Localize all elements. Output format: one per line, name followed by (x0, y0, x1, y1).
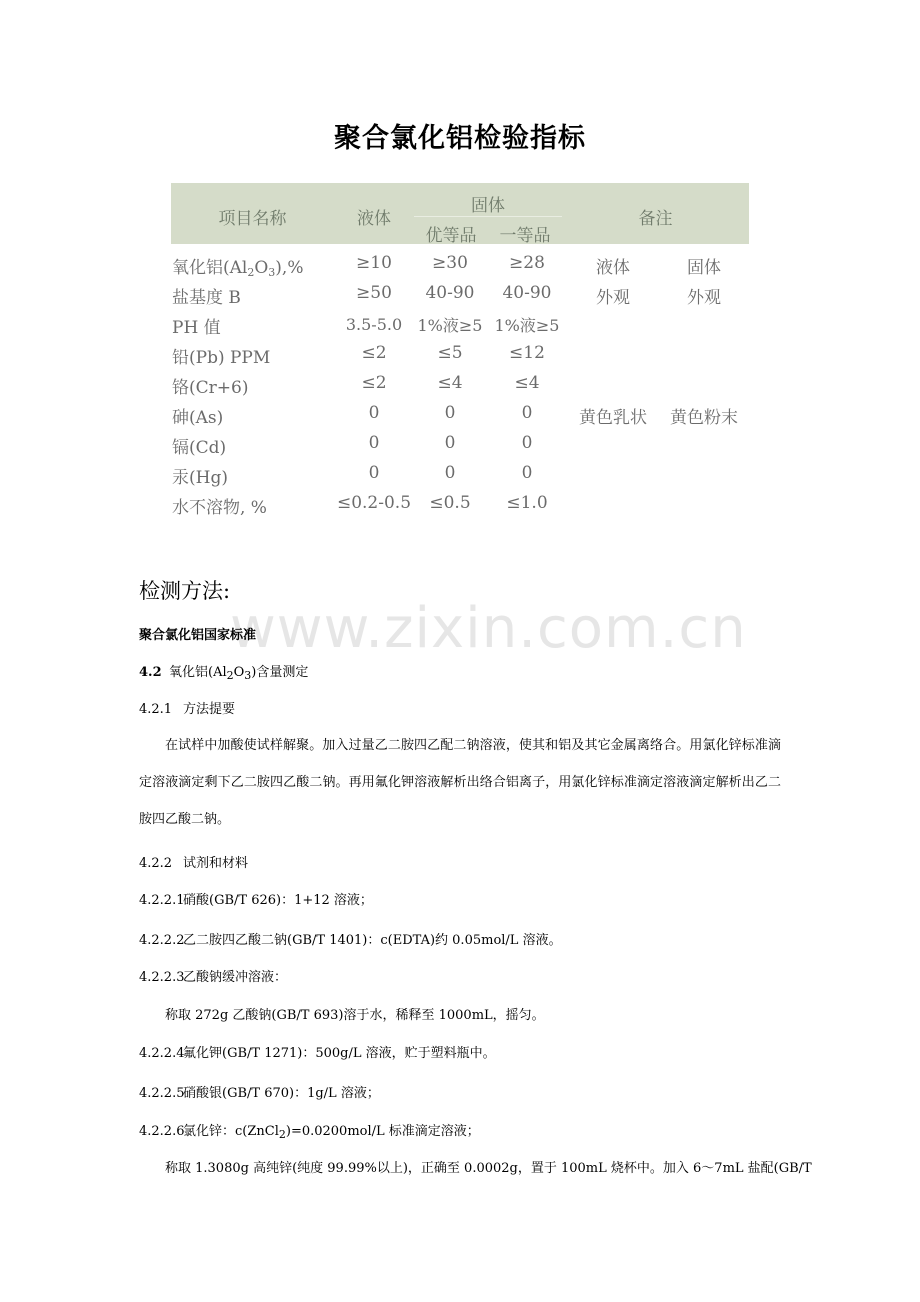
header-first-grade: 一等品 (499, 226, 551, 246)
section-number: 4.2.2.4 (139, 1046, 185, 1061)
row-first-grade: 40-90 (502, 283, 552, 303)
section-number: 4.2.1 (139, 702, 173, 717)
row-liquid: ≤0.2-0.5 (336, 493, 412, 513)
row-first-grade: 0 (521, 433, 533, 453)
section-title: 氧化铝$(Al_2O_3)$含量测定 (169, 665, 309, 682)
row-liquid: ≤2 (361, 373, 387, 393)
row-premium: 0 (444, 403, 456, 423)
row-liquid: 0 (368, 463, 380, 483)
header-note: 备注 (638, 209, 673, 229)
row-name: PH 值 (172, 318, 221, 338)
watermark: www.zixin.com.cn (230, 596, 747, 661)
section-4-2-1 (139, 698, 235, 717)
table-row (171, 343, 749, 373)
row-liquid: 0 (368, 403, 380, 423)
row-name: 盐基度 B (172, 288, 241, 308)
row-liquid: ≥10 (356, 253, 392, 273)
row-note-solid: 外观 (687, 288, 721, 308)
row-name: 汞(Hg) (172, 468, 228, 488)
section-number: 4.2.2.1 (139, 893, 185, 908)
table-row (171, 403, 749, 433)
row-first-grade: 0 (521, 403, 533, 423)
section-text: 乙酸钠缓冲溶液： (183, 970, 288, 985)
section-4-2-2-5 (139, 1082, 380, 1101)
row-premium: ≤5 (437, 343, 463, 363)
row-liquid: 0 (368, 433, 380, 453)
section-text: 硝酸(GB/T 626)：1+12 溶液； (183, 893, 373, 908)
section-text: 氯化锌：c(ZnCl$_2$)=0.0200mol/L 标准滴定溶液； (183, 1124, 480, 1141)
section-4-2 (139, 661, 308, 682)
header-solid: 固体 (471, 196, 505, 216)
row-name: 氧化铝$(Al_2O_3),\%$ (172, 258, 304, 279)
table-row (171, 463, 749, 493)
row-premium: ≤0.5 (429, 493, 471, 513)
section-text: 氟化钾(GB/T 1271)：500g/L 溶液，贮于塑料瓶中。 (183, 1046, 496, 1061)
paragraph-zinc-prep: 称取 1.3080g 高纯锌(纯度 99.99%以上)，正确至 0.0002g，置于 100mL 烧杯中。加入 6～7mL 盐配(GB/T (165, 1161, 812, 1176)
row-premium: 40-90 (425, 283, 475, 303)
row-name: 砷(As) (172, 408, 224, 428)
section-4-2-2 (139, 852, 248, 871)
section-4-2-2-4 (139, 1042, 496, 1061)
section-number: 4.2.2.2 (139, 933, 185, 948)
row-liquid: ≥50 (356, 283, 392, 303)
row-note-liquid: 液体 (596, 258, 630, 278)
row-premium: ≥30 (432, 253, 468, 273)
table-row (171, 373, 749, 403)
row-name: 镉(Cd) (172, 438, 227, 458)
header-item-name: 项目名称 (218, 209, 287, 229)
header-liquid: 液体 (357, 209, 391, 229)
row-note-liquid: 外观 (596, 288, 630, 308)
standard-title: 聚合氯化铝国家标准 (139, 628, 257, 643)
section-text: 乙二胺四乙酸二钠(GB/T 1401)：c(EDTA)约 0.05mol/L 溶液。 (183, 933, 562, 948)
table-row (171, 313, 749, 343)
row-liquid: ≤2 (361, 343, 387, 363)
method-heading: 检测方法: (139, 579, 231, 603)
row-first-grade: ≥28 (509, 253, 545, 273)
table-row (171, 283, 749, 313)
row-liquid: 3.5-5.0 (345, 315, 403, 334)
row-note-solid: 固体 (687, 258, 721, 278)
row-name: 水不溶物, % (172, 498, 267, 518)
row-first-grade: ≤12 (509, 343, 545, 363)
section-4-2-2-1 (139, 889, 373, 908)
section-4-2-2-6 (139, 1120, 480, 1141)
row-note-liquid: 黄色乳状 (579, 408, 647, 428)
row-first-grade: 1%液≥5 (494, 316, 560, 335)
row-premium: 0 (444, 463, 456, 483)
row-first-grade: ≤1.0 (506, 493, 548, 513)
section-number: 4.2.2.6 (139, 1124, 185, 1139)
document-title: 聚合氯化铝检验指标 (334, 123, 586, 154)
section-number: 4.2.2.3 (139, 970, 185, 985)
row-name: 铬(Cr+6) (172, 378, 249, 398)
section-title: 方法提要 (183, 702, 236, 717)
header-divider (414, 216, 562, 217)
row-premium: 1%液≥5 (417, 316, 483, 335)
table-row (171, 253, 749, 283)
row-first-grade: ≤4 (514, 373, 540, 393)
table-header (171, 183, 749, 244)
row-note-solid: 黄色粉末 (670, 408, 738, 428)
section-number: 4.2.2.5 (139, 1086, 185, 1101)
section-number: 4.2.2 (139, 856, 173, 871)
paragraph-method-summary: 在试样中加酸使试样解聚。加入过量乙二胺四乙配二钠溶液，使其和铝及其它金属离络合。用氯化锌标准滴定溶液滴定剩下乙二胺四乙酸二钠。再用氟化钾溶液解析出络合铝离子，用氯化锌标准滴定溶液滴定解析出乙二胺四乙酸二钠。 (139, 738, 781, 827)
row-premium: ≤4 (437, 373, 463, 393)
paragraph-buffer-prep: 称取 272g 乙酸钠(GB/T 693)溶于水，稀释至 1000mL，摇匀。 (165, 1008, 545, 1023)
section-number: 4.2 (139, 665, 162, 680)
row-name: 铅(Pb) PPM (172, 348, 271, 368)
header-premium: 优等品 (425, 226, 477, 246)
section-text: 硝酸银(GB/T 670)：1g/L 溶液； (183, 1086, 380, 1101)
row-first-grade: 0 (521, 463, 533, 483)
row-premium: 0 (444, 433, 456, 453)
table-row (171, 493, 749, 523)
table-row (171, 433, 749, 463)
section-4-2-2-3 (139, 966, 287, 985)
section-title: 试剂和材料 (183, 856, 249, 871)
section-4-2-2-2 (139, 929, 562, 948)
